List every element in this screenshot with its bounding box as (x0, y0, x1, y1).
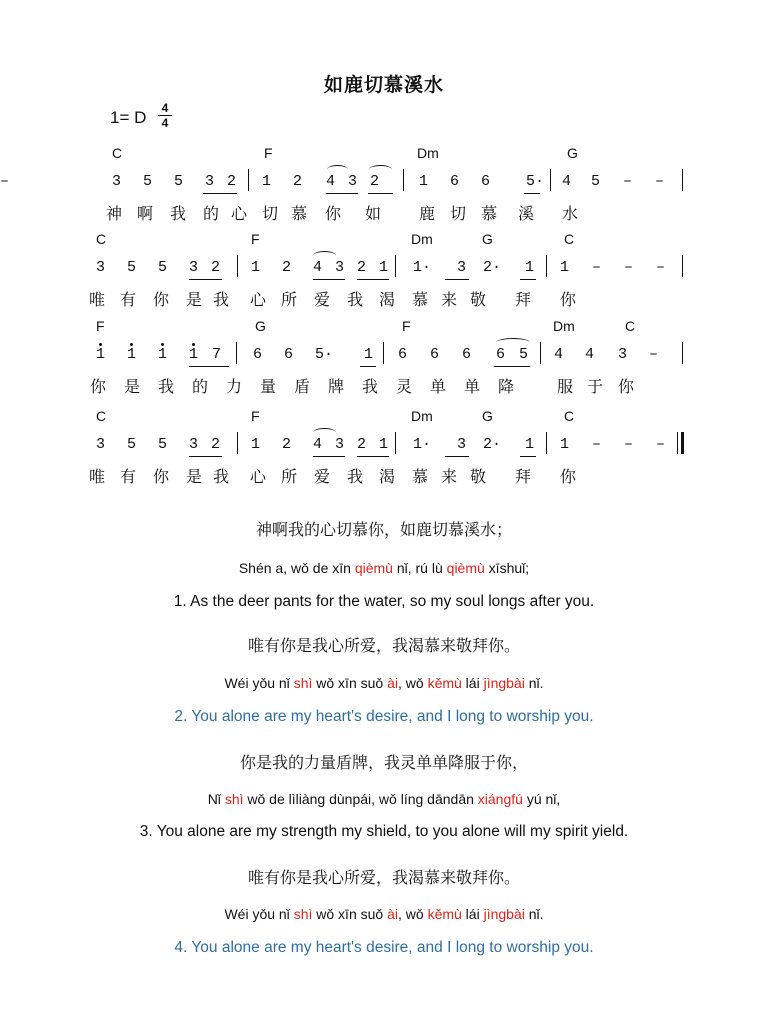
note: 4 (554, 346, 564, 363)
pinyin-highlight: qièmù (446, 560, 485, 576)
lyric-syllable: 有 (120, 290, 137, 309)
slur-arc (313, 428, 336, 437)
barline (546, 432, 547, 454)
pinyin-highlight: kěmù (427, 906, 462, 922)
lyric-syllable: 力 (226, 377, 243, 396)
note: 1 (251, 259, 261, 276)
verse-3-chinese: 你是我的力量盾牌，我灵单单降服于你， (239, 753, 528, 772)
lyric-syllable: 敬 (470, 467, 487, 486)
note: 6 (253, 346, 263, 363)
lyric-syllable: 慕 (291, 204, 308, 223)
note: 3 (335, 259, 345, 276)
lyric-syllable: 啊 (137, 204, 154, 223)
note: 4 (326, 173, 336, 190)
lyric-syllable: 盾 (294, 377, 311, 396)
pinyin-highlight: ài (387, 675, 398, 691)
verse-2-chinese: 唯有你是我心所爱，我渴慕来敬拜你。 (247, 636, 520, 655)
note: 2 (227, 173, 237, 190)
pinyin-text: Shén a, wǒ de xīn (238, 560, 355, 576)
beam-underline (494, 366, 530, 367)
final-barline-thin (677, 432, 678, 454)
score-system-2 (0, 231, 768, 321)
barline (236, 342, 237, 364)
pinyin-highlight: kěmù (427, 675, 462, 691)
lyric-syllable: 牌 (328, 377, 345, 396)
verse-2-pinyin (0, 675, 768, 691)
lyric-syllable: 所 (281, 290, 298, 309)
beam-underline (313, 456, 345, 457)
beam-underline (368, 193, 393, 194)
note: 1 (560, 259, 570, 276)
dash-hold: – (592, 259, 602, 276)
chord-symbol: C (564, 231, 575, 247)
score-system-1 (0, 145, 768, 235)
note: 4 (313, 259, 323, 276)
song-title: 如鹿切慕溪水 (323, 74, 444, 96)
lyric-syllable: 量 (260, 377, 277, 396)
note: 6 (481, 173, 491, 190)
verse-3-english: 3. You alone are my strength my shield, to you alone will my spirit yield. (139, 823, 629, 840)
pinyin-highlight: ài (387, 906, 398, 922)
beam-underline (313, 279, 345, 280)
note: 5 (591, 173, 601, 190)
note: 6 (284, 346, 294, 363)
note: 3 (96, 259, 106, 276)
note: 3 (205, 173, 215, 190)
note: 3 (189, 436, 199, 453)
beam-underline (189, 366, 229, 367)
dash-hold: – (624, 259, 634, 276)
lyric-syllable: 单 (464, 377, 481, 396)
pinyin-text: lái (461, 906, 484, 922)
beam-underline (326, 193, 358, 194)
beam-underline (189, 279, 222, 280)
note: 5 (143, 173, 153, 190)
lyric-syllable: 我 (362, 377, 379, 396)
time-signature (158, 102, 172, 129)
pinyin-highlight: shì (293, 906, 313, 922)
pinyin-highlight: shì (224, 791, 244, 807)
slur-arc (327, 165, 348, 174)
note: 6 (398, 346, 408, 363)
note: 1 (379, 259, 389, 276)
note: 2· (483, 259, 502, 276)
barline (237, 432, 238, 454)
lyric-syllable: 切 (262, 204, 279, 223)
pinyin-text: nǐ. (524, 906, 544, 922)
lyric-syllable: 爱 (314, 467, 331, 486)
lyric-syllable: 神 (106, 204, 123, 223)
lyric-syllable: 慕 (412, 467, 429, 486)
pinyin-text: yú nǐ, (522, 791, 561, 807)
beam-underline (524, 193, 540, 194)
time-sig-bottom: 4 (161, 116, 169, 130)
lyric-syllable: 的 (203, 204, 220, 223)
verse-2-english: 2. You alone are my heart's desire, and I long to worship you. (174, 708, 594, 725)
chord-symbol: F (251, 231, 260, 247)
score-system-3 (0, 318, 768, 408)
beam-underline (357, 279, 389, 280)
beam-underline (445, 279, 469, 280)
lyric-syllable: 唯 (89, 467, 106, 486)
dash-hold: – (0, 173, 10, 190)
chord-symbol: Dm (417, 145, 439, 161)
lyric-syllable: 你 (618, 377, 635, 396)
lyric-syllable: 你 (325, 204, 342, 223)
slur-arc (369, 165, 392, 174)
note: 1 (525, 259, 535, 276)
beam-underline (520, 279, 536, 280)
dash-hold: – (656, 436, 666, 453)
note: 2 (293, 173, 303, 190)
key-signature: 1= D (110, 108, 147, 127)
lyric-syllable: 心 (250, 290, 267, 309)
lyric-syllable: 渴 (379, 467, 396, 486)
pinyin-highlight: xiángfú (477, 791, 523, 807)
lyric-syllable: 溪 (518, 204, 535, 223)
chord-symbol: C (112, 145, 123, 161)
chord-symbol: G (255, 318, 266, 334)
chord-symbol: G (482, 408, 493, 424)
dash-hold: – (649, 346, 659, 363)
pinyin-text: Nǐ (207, 791, 225, 807)
note: 3 (335, 436, 345, 453)
lyric-syllable: 我 (170, 204, 187, 223)
note: 4 (585, 346, 595, 363)
pinyin-text: , wǒ (397, 906, 428, 922)
pinyin-text: wǒ xīn suǒ (312, 906, 388, 922)
chord-symbol: G (567, 145, 578, 161)
dash-hold: – (656, 259, 666, 276)
verse-4-pinyin (0, 906, 768, 922)
note: 1 (96, 346, 106, 363)
lyric-syllable: 切 (450, 204, 467, 223)
beam-underline (360, 366, 376, 367)
pinyin-text: wǒ de lìliàng dùnpái, wǒ líng dāndān (243, 791, 478, 807)
note: 2 (211, 436, 221, 453)
note: 1 (251, 436, 261, 453)
note: 3 (96, 436, 106, 453)
beam-underline (357, 456, 389, 457)
pinyin-text: lái (461, 675, 484, 691)
note: 1 (262, 173, 272, 190)
note: 5 (519, 346, 529, 363)
lyric-syllable: 的 (192, 377, 209, 396)
beam-underline (189, 456, 222, 457)
chord-symbol: Dm (553, 318, 575, 334)
lyric-syllable: 拜 (515, 467, 532, 486)
lyric-syllable: 你 (560, 290, 577, 309)
dash-hold: – (655, 173, 665, 190)
lyric-syllable: 心 (231, 204, 248, 223)
note: 6 (462, 346, 472, 363)
lyric-syllable: 慕 (412, 290, 429, 309)
barline (550, 169, 551, 191)
pinyin-text: wǒ xīn suǒ (312, 675, 388, 691)
note: 1· (413, 259, 432, 276)
lyric-syllable: 我 (347, 467, 364, 486)
chord-symbol: G (482, 231, 493, 247)
barline (395, 432, 396, 454)
lyric-syllable: 于 (587, 377, 604, 396)
verse-1-pinyin (0, 560, 768, 576)
lyric-syllable: 单 (430, 377, 447, 396)
chord-symbol: F (251, 408, 260, 424)
note: 5 (158, 436, 168, 453)
high-octave-dot (192, 343, 195, 346)
lyric-syllable: 我 (158, 377, 175, 396)
note: 5· (526, 173, 545, 190)
lyric-syllable: 是 (124, 377, 141, 396)
note: 1 (127, 346, 137, 363)
note: 1 (364, 346, 374, 363)
lyric-syllable: 我 (347, 290, 364, 309)
note: 1 (158, 346, 168, 363)
lyric-syllable: 所 (281, 467, 298, 486)
pinyin-text: , wǒ (397, 675, 428, 691)
chord-symbol: F (264, 145, 273, 161)
chord-symbol: F (402, 318, 411, 334)
lyric-syllable: 我 (213, 467, 230, 486)
high-octave-dot (99, 343, 102, 346)
note: 5 (127, 259, 137, 276)
note: 5· (315, 346, 334, 363)
lyric-syllable: 我 (213, 290, 230, 309)
pinyin-highlight: jìngbài (483, 675, 525, 691)
note: 4 (562, 173, 572, 190)
note: 5 (174, 173, 184, 190)
dash-hold: – (624, 436, 634, 453)
pinyin-text: nǐ, rú lù (392, 560, 447, 576)
dash-hold: – (592, 436, 602, 453)
lyric-syllable: 水 (562, 204, 579, 223)
lyric-syllable: 你 (153, 290, 170, 309)
slur-arc (496, 338, 530, 347)
chord-symbol: C (96, 231, 107, 247)
barline (383, 342, 384, 364)
barline (395, 255, 396, 277)
lyric-syllable: 你 (153, 467, 170, 486)
verse-1-english: 1. As the deer pants for the water, so my soul longs after you. (173, 593, 595, 610)
note: 1· (413, 436, 432, 453)
note: 3 (112, 173, 122, 190)
pinyin-text: xīshuǐ; (484, 560, 530, 576)
note: 2· (483, 436, 502, 453)
note: 5 (127, 436, 137, 453)
note: 3 (457, 436, 467, 453)
beam-underline (203, 193, 237, 194)
pinyin-text: nǐ. (524, 675, 544, 691)
beam-underline (445, 456, 469, 457)
note: 4 (313, 436, 323, 453)
note: 2 (357, 259, 367, 276)
chord-symbol: C (564, 408, 575, 424)
verse-4-chinese: 唯有你是我心所爱，我渴慕来敬拜你。 (247, 868, 520, 887)
barline (682, 169, 683, 191)
note: 2 (282, 259, 292, 276)
note: 6 (430, 346, 440, 363)
lyric-syllable: 服 (557, 377, 574, 396)
lyric-syllable: 来 (441, 290, 458, 309)
lyric-syllable: 爱 (314, 290, 331, 309)
chord-symbol: Dm (411, 408, 433, 424)
note: 2 (211, 259, 221, 276)
final-barline-thick (681, 432, 684, 454)
dash-hold: – (623, 173, 633, 190)
verse-3-pinyin (0, 791, 768, 807)
pinyin-text: Wéi yǒu nǐ (224, 675, 294, 691)
note: 1 (525, 436, 535, 453)
lyric-syllable: 如 (365, 204, 382, 223)
barline (540, 342, 541, 364)
barline (546, 255, 547, 277)
pinyin-highlight: qièmù (354, 560, 393, 576)
chord-symbol: F (96, 318, 105, 334)
note: 2 (370, 173, 380, 190)
score-system-4 (0, 408, 768, 498)
note: 2 (357, 436, 367, 453)
lyric-syllable: 灵 (396, 377, 413, 396)
lyric-syllable: 你 (90, 377, 107, 396)
lyric-syllable: 是 (186, 467, 203, 486)
note: 1 (560, 436, 570, 453)
note: 3 (618, 346, 628, 363)
lyric-syllable: 你 (560, 467, 577, 486)
lyric-syllable: 有 (120, 467, 137, 486)
lyric-syllable: 来 (441, 467, 458, 486)
note: 3 (189, 259, 199, 276)
slur-arc (313, 251, 336, 260)
note: 3 (457, 259, 467, 276)
note: 1 (189, 346, 199, 363)
pinyin-text: Wéi yǒu nǐ (224, 906, 294, 922)
barline (403, 169, 404, 191)
lyric-syllable: 渴 (379, 290, 396, 309)
lyric-syllable: 拜 (515, 290, 532, 309)
lyric-syllable: 唯 (89, 290, 106, 309)
note: 1 (419, 173, 429, 190)
time-sig-top: 4 (161, 101, 169, 115)
chord-symbol: C (96, 408, 107, 424)
pinyin-highlight: shì (293, 675, 313, 691)
barline (248, 169, 249, 191)
note: 3 (348, 173, 358, 190)
beam-underline (520, 456, 536, 457)
verse-4-english: 4. You alone are my heart's desire, and I long to worship you. (174, 939, 594, 956)
lyric-syllable: 心 (250, 467, 267, 486)
verse-1-chinese: 神啊我的心切慕你，如鹿切慕溪水； (255, 520, 512, 539)
note: 7 (212, 346, 222, 363)
high-octave-dot (161, 343, 164, 346)
note: 6 (496, 346, 506, 363)
pinyin-highlight: jìngbài (483, 906, 525, 922)
chord-symbol: C (625, 318, 636, 334)
note: 5 (158, 259, 168, 276)
lyric-syllable: 敬 (470, 290, 487, 309)
lyric-syllable: 慕 (481, 204, 498, 223)
lyric-syllable: 是 (186, 290, 203, 309)
lyric-syllable: 鹿 (419, 204, 436, 223)
chord-symbol: Dm (411, 231, 433, 247)
high-octave-dot (130, 343, 133, 346)
note: 2 (282, 436, 292, 453)
lyric-syllable: 降 (498, 377, 515, 396)
note: 6 (450, 173, 460, 190)
barline (237, 255, 238, 277)
note: 1 (379, 436, 389, 453)
barline (682, 255, 683, 277)
barline (682, 342, 683, 364)
